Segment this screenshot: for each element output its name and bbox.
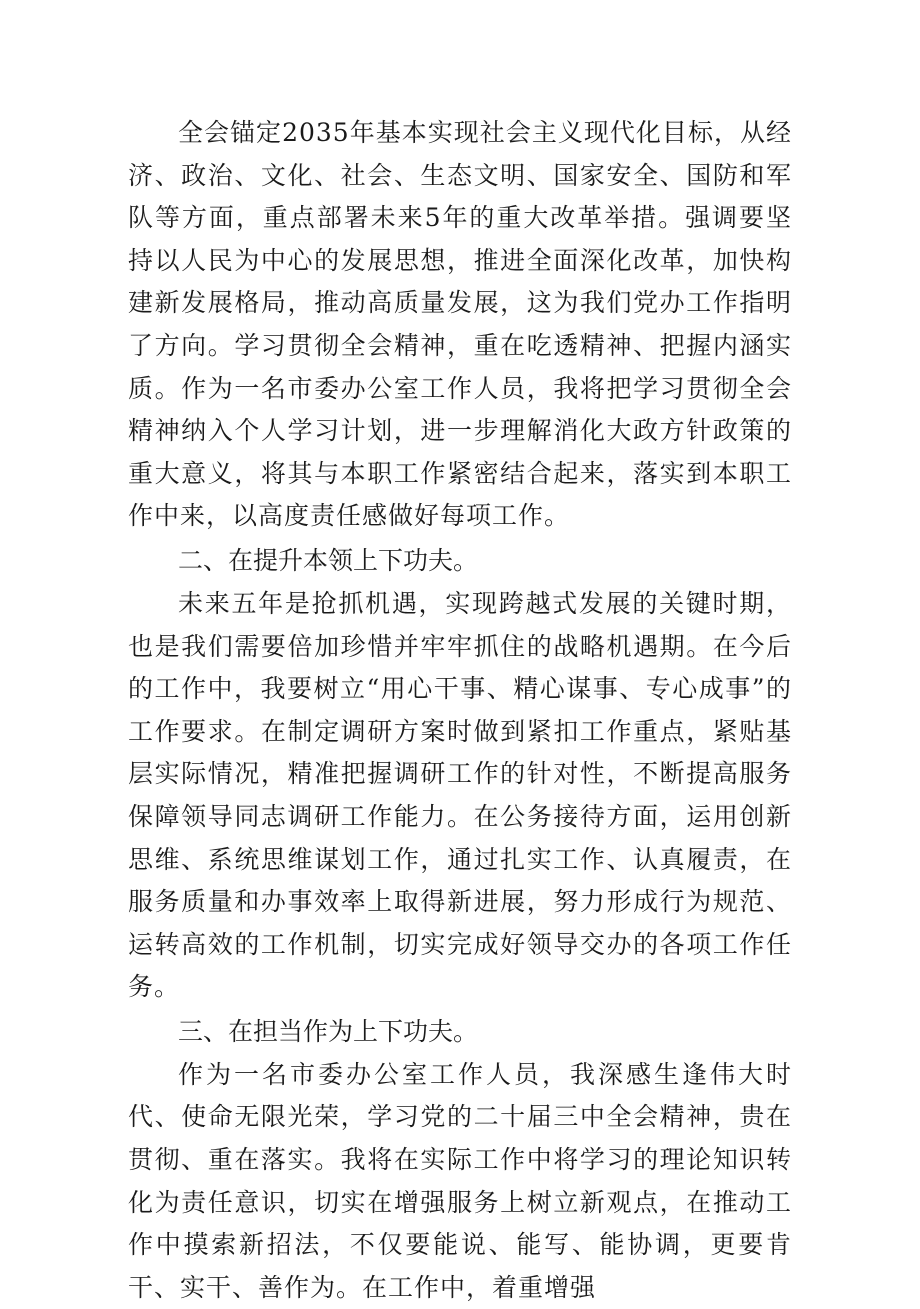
section-heading-improve-ability: 二、在提升本领上下功夫。 [178, 545, 479, 575]
paragraph-improve-ability: 未来五年是抢抓机遇，实现跨越式发展的关键时期，也是我们需要倍加珍惜并牢牢抓住的战略机遇期。在今后的工作中，我要树立“用心干事、精心谋事、专心成事”的工作要求。在制定调研方案时做到紧扣工作重点，紧贴基层实际情况，精准把握调研工作的针对性，不断提高服务保障领导同志调研工作能力。在公务接待方面，运用创新思维、系统思维谋划工作，通过扎实工作、认真履责，在服务质量和办事效率上取得新进展，努力形成行为规范、运转高效的工作机制，切实完成好领导交办的各项工作任务。 [128, 588, 792, 1002]
section-heading-take-responsibility: 三、在担当作为上下功夫。 [178, 1016, 479, 1046]
paragraph-take-responsibility: 作为一名市委办公室工作人员，我深感生逢伟大时代、使命无限光荣，学习党的二十届三中全会精神，贵在贯彻、重在落实。我将在实际工作中将学习的理论知识转化为责任意识，切实在增强服务上树立新观点，在推动工作中摸索新招法，不仅要能说、能写、能协调，更要肯干、实干、善作为。在工作中，着重增强 [128, 1059, 792, 1302]
paragraph-reform-goals: 全会锚定2035年基本实现社会主义现代化目标，从经济、政治、文化、社会、生态文明、国家安全、国防和军队等方面，重点部署未来5年的重大改革举措。强调要坚持以人民为中心的发展思想，推进全面深化改革，加快构建新发展格局，推动高质量发展，这为我们党办工作指明了方向。学习贯彻全会精神，重在吃透精神、把握内涵实质。作为一名市委办公室工作人员，我将把学习贯彻全会精神纳入个人学习计划，进一步理解消化大政方针政策的重大意义，将其与本职工作紧密结合起来，落实到本职工作中来，以高度责任感做好每项工作。 [128, 118, 792, 531]
